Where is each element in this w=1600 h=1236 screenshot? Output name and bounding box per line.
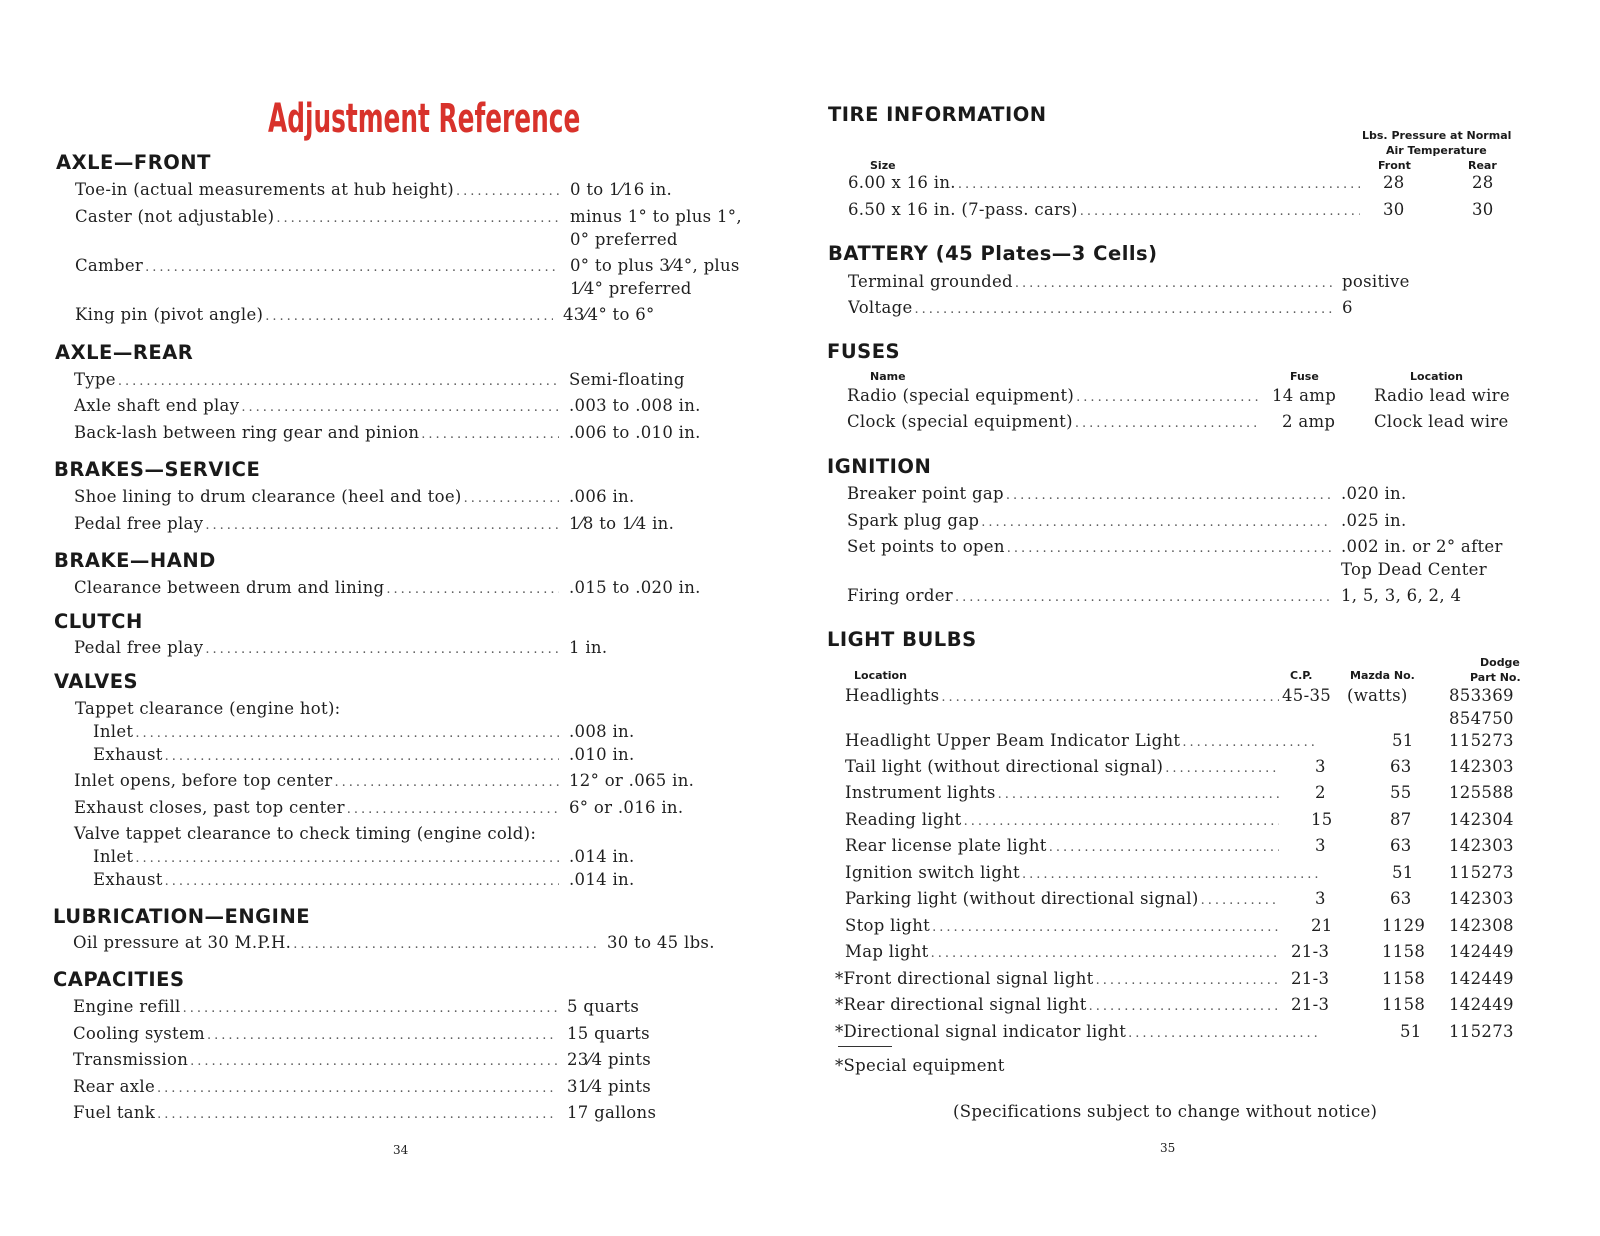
spec-row-inlet-opens [74,769,754,793]
spec-row-end-play [74,394,754,418]
bulb-location: Rear license plate light [845,836,1047,855]
bulb-location: Reading light [845,810,962,829]
spec-row-caster [75,205,755,229]
bulb-location: Map light [845,942,929,961]
spec-value: 6° or .016 in. [569,798,684,817]
section-heading-ignition: IGNITION [827,455,932,478]
table-row [848,198,1528,222]
bulb-cp: 21-3 [1291,969,1330,988]
bulb-part: 142449 [1449,942,1514,961]
table-row [835,967,1565,991]
spec-value-continued: 1⁄4° preferred [570,279,692,298]
bulb-cp: 45-35 [1282,686,1332,705]
spec-label: Set points to open [847,537,1005,556]
bulb-mazda: 1158 [1382,995,1426,1014]
spec-value-continued: 0° preferred [570,230,678,249]
spec-value: .006 to .010 in. [569,423,701,442]
spec-value: minus 1° to plus 1°, [570,207,742,226]
fuse-name: Radio (special equipment) [847,386,1075,405]
page-number: 34 [393,1143,409,1157]
bulbs-col-part-1: Dodge [1480,656,1520,669]
spec-label: Exhaust [93,870,163,889]
section-heading-tire: TIRE INFORMATION [828,103,1047,126]
tire-col-front: Front [1378,159,1411,172]
bulb-mazda: 51 [1400,1022,1422,1041]
bulbs-col-cp: C.P. [1290,669,1313,682]
bulb-location: *Directional signal indicator light [835,1022,1127,1041]
tire-front: 28 [1383,173,1405,192]
spec-row-cooling [73,1022,753,1046]
bulb-mazda: 55 [1390,783,1412,802]
spec-row-pedal-play [74,512,754,536]
table-row [835,993,1565,1017]
spec-subheading-tappet-hot [75,697,755,721]
page-number: 35 [1160,1141,1176,1155]
bulb-location: *Front directional signal light [835,969,1094,988]
section-heading-battery: BATTERY (45 Plates—3 Cells) [828,242,1158,265]
spec-row-transmission [73,1048,753,1072]
spec-label: Pedal free play [74,638,204,657]
bulb-cp: 2 [1315,783,1326,802]
spec-label: Back-lash between ring gear and pinion [74,423,420,442]
spec-label: Voltage [848,298,913,317]
spec-row-set-points [847,535,1547,559]
page-title: Adjustment Reference [268,96,581,142]
spec-label: Breaker point gap [847,484,1004,503]
spec-value: .006 in. [569,487,635,506]
spec-value: 1⁄8 to 1⁄4 in. [569,514,675,533]
spec-row-hand-clearance [74,576,754,600]
section-heading-brake-hand: BRAKE—HAND [54,549,216,572]
section-heading-capacities: CAPACITIES [53,968,185,991]
spec-row-rear-axle [73,1075,753,1099]
spec-label: King pin (pivot angle) [75,305,264,324]
spec-value: 5 quarts [567,997,640,1016]
spec-label: Spark plug gap [847,511,980,530]
bulb-cp: 15 [1311,810,1333,829]
spec-label: Fuel tank [73,1103,156,1122]
spec-row-engine-refill [73,995,753,1019]
spec-value: .014 in. [569,847,635,866]
spec-value: positive [1342,272,1410,291]
spec-value: .010 in. [569,745,635,764]
spec-row-clutch-pedal [74,636,754,660]
table-row-continued [845,707,1565,731]
fuses-col-name: Name [870,370,906,383]
bulb-cp: 21 [1311,916,1333,935]
bulb-part: 142449 [1449,969,1514,988]
spec-label: Type [74,370,116,389]
section-heading-brakes-service: BRAKES—SERVICE [54,458,261,481]
section-heading-light-bulbs: LIGHT BULBS [827,628,977,651]
spec-value: 17 gallons [567,1103,657,1122]
bulb-part: 115273 [1449,731,1514,750]
spec-label: Firing order [847,586,953,605]
spec-label: Inlet [93,722,134,741]
spec-value: .025 in. [1341,511,1407,530]
bulb-part: 142303 [1449,757,1514,776]
section-heading-clutch: CLUTCH [54,610,143,633]
spec-value: .003 to .008 in. [569,396,701,415]
fuse-location: Radio lead wire [1374,386,1510,405]
bulb-part: 142304 [1449,810,1514,829]
bulb-mazda: 63 [1390,836,1412,855]
bulb-mazda: (watts) [1347,686,1408,705]
spec-label: Valve tappet clearance to check timing (engine cold): [74,824,537,843]
spec-label: Oil pressure at 30 M.P.H. [73,933,292,952]
bulb-cp: 3 [1315,889,1326,908]
bulb-mazda: 63 [1390,757,1412,776]
spec-label: Pedal free play [74,514,204,533]
bulb-location: Headlight Upper Beam Indicator Light [845,731,1181,750]
bulb-part: 142449 [1449,995,1514,1014]
section-heading-lubrication: LUBRICATION—ENGINE [53,905,311,928]
spec-label: Camber [75,256,144,275]
spec-label: Toe-in (actual measurements at hub height) [75,180,454,199]
section-heading-fuses: FUSES [827,340,901,363]
spec-label: Shoe lining to drum clearance (heel and toe) [74,487,462,506]
table-row [845,914,1565,938]
spec-label: Inlet [93,847,134,866]
spec-label: Axle shaft end play [74,396,240,415]
bulb-part: 115273 [1449,1022,1514,1041]
tire-col-size: Size [870,159,896,172]
spec-row-shoe-lining [74,485,754,509]
table-row [845,834,1565,858]
spec-row-camber-cont [75,277,755,301]
table-row [835,1020,1565,1044]
spec-label: Rear axle [73,1077,156,1096]
spec-row-caster-cont [75,228,755,252]
spec-value: .002 in. or 2° after [1341,537,1503,556]
spec-label: Engine refill [73,997,181,1016]
tire-pressure-header-2: Air Temperature [1386,144,1487,157]
bulb-part: 125588 [1449,783,1514,802]
spec-value: 43⁄4° to 6° [563,305,655,324]
tire-rear: 30 [1472,200,1494,219]
bulb-mazda: 51 [1392,731,1414,750]
right-page [820,0,1600,1236]
bulb-part: 142308 [1449,916,1514,935]
spec-row-spark-plug [847,509,1547,533]
spec-row-fuel-tank [73,1101,753,1125]
bulb-part-alt: 854750 [1449,709,1514,728]
tire-size: 6.50 x 16 in. (7-pass. cars) [848,200,1078,219]
table-row [845,861,1565,885]
spec-row-exhaust-closes [74,796,754,820]
bulbs-col-part-2: Part No. [1470,671,1521,684]
section-heading-axle-front: AXLE—FRONT [56,151,211,174]
footnote-rule [838,1046,892,1047]
spec-row-oil-pressure [73,931,763,955]
spec-row-set-points-cont [847,558,1547,582]
bulb-part: 142303 [1449,836,1514,855]
table-row [845,887,1565,911]
spec-row-breaker [847,482,1547,506]
footnote: *Special equipment [835,1056,1005,1075]
tire-size: 6.00 x 16 in. [848,173,956,192]
left-page [0,0,790,1236]
fuse-rating: 14 amp [1272,386,1337,405]
spec-value: 0° to plus 3⁄4°, plus [570,256,740,275]
bulbs-col-location: Location [854,669,907,682]
spec-value: 1, 5, 3, 6, 2, 4 [1341,586,1462,605]
bulb-part: 115273 [1449,863,1514,882]
spec-value: 0 to 1⁄16 in. [570,180,673,199]
spec-value: 30 to 45 lbs. [607,933,715,952]
spec-row-camber [75,254,755,278]
spec-row-type [74,368,754,392]
bulb-part: 142303 [1449,889,1514,908]
bulb-cp: 21-3 [1291,942,1330,961]
bulb-location: Headlights [845,686,940,705]
bulb-mazda: 51 [1392,863,1414,882]
spec-row-exhaust-cold [93,868,753,892]
spec-row-voltage [848,296,1528,320]
fuses-col-fuse: Fuse [1290,370,1319,383]
spec-label: Inlet opens, before top center [74,771,333,790]
section-heading-axle-rear: AXLE—REAR [55,341,194,364]
spec-value-continued: Top Dead Center [1341,560,1487,579]
bulb-location: Instrument lights [845,783,996,802]
fuses-col-location: Location [1410,370,1463,383]
spec-value: .014 in. [569,870,635,889]
table-row [845,781,1565,805]
fuse-rating: 2 amp [1282,412,1336,431]
bulb-mazda: 1129 [1382,916,1426,935]
table-row [845,684,1565,708]
bulb-location: *Rear directional signal light [835,995,1087,1014]
spec-value: 1 in. [569,638,608,657]
spec-value: 23⁄4 pints [567,1050,652,1069]
spec-value: 12° or .065 in. [569,771,695,790]
bulb-location: Tail light (without directional signal) [845,757,1164,776]
tire-col-rear: Rear [1468,159,1497,172]
spec-label: Exhaust closes, past top center [74,798,345,817]
spec-value: Semi-floating [569,370,685,389]
table-row [848,171,1528,195]
bulb-mazda: 87 [1390,810,1412,829]
spec-subheading-tappet-cold [74,822,754,846]
table-row [845,755,1565,779]
spec-label: Terminal grounded [848,272,1013,291]
bulb-mazda: 1158 [1382,942,1426,961]
spec-value: .020 in. [1341,484,1407,503]
spec-row-toe-in [75,178,755,202]
bulb-part: 853369 [1449,686,1514,705]
bulb-location: Ignition switch light [845,863,1020,882]
bulb-mazda: 1158 [1382,969,1426,988]
spec-value: 6 [1342,298,1353,317]
fuse-name: Clock (special equipment) [847,412,1073,431]
spec-row-backlash [74,421,754,445]
spec-value: .008 in. [569,722,635,741]
spec-label: Transmission [73,1050,189,1069]
notice: (Specifications subject to change without notice) [953,1102,1378,1121]
spec-value: 31⁄4 pints [567,1077,652,1096]
spec-label: Caster (not adjustable) [75,207,275,226]
spec-value: 15 quarts [567,1024,650,1043]
table-row [845,729,1565,753]
spec-label: Tappet clearance (engine hot): [75,699,341,718]
fuse-location: Clock lead wire [1374,412,1509,431]
bulb-cp: 21-3 [1291,995,1330,1014]
spec-row-inlet-cold [93,845,753,869]
tire-front: 30 [1383,200,1405,219]
bulb-cp: 3 [1315,757,1326,776]
section-heading-valves: VALVES [54,670,139,693]
bulbs-col-mazda: Mazda No. [1350,669,1415,682]
spec-row-inlet-hot [93,720,753,744]
spec-row-exhaust-hot [93,743,753,767]
bulb-location: Parking light (without directional signal) [845,889,1199,908]
spec-row-firing-order [847,584,1547,608]
spec-row-terminal [848,270,1528,294]
bulb-mazda: 63 [1390,889,1412,908]
tire-pressure-header: Lbs. Pressure at Normal [1362,129,1512,142]
table-row [847,410,1547,434]
table-row [845,808,1565,832]
spec-label: Clearance between drum and lining [74,578,385,597]
spec-label: Cooling system [73,1024,205,1043]
table-row [845,940,1565,964]
tire-rear: 28 [1472,173,1494,192]
spec-label: Exhaust [93,745,163,764]
table-row [847,384,1547,408]
spec-value: .015 to .020 in. [569,578,701,597]
spec-row-king-pin [75,303,755,327]
bulb-location: Stop light [845,916,931,935]
bulb-cp: 3 [1315,836,1326,855]
